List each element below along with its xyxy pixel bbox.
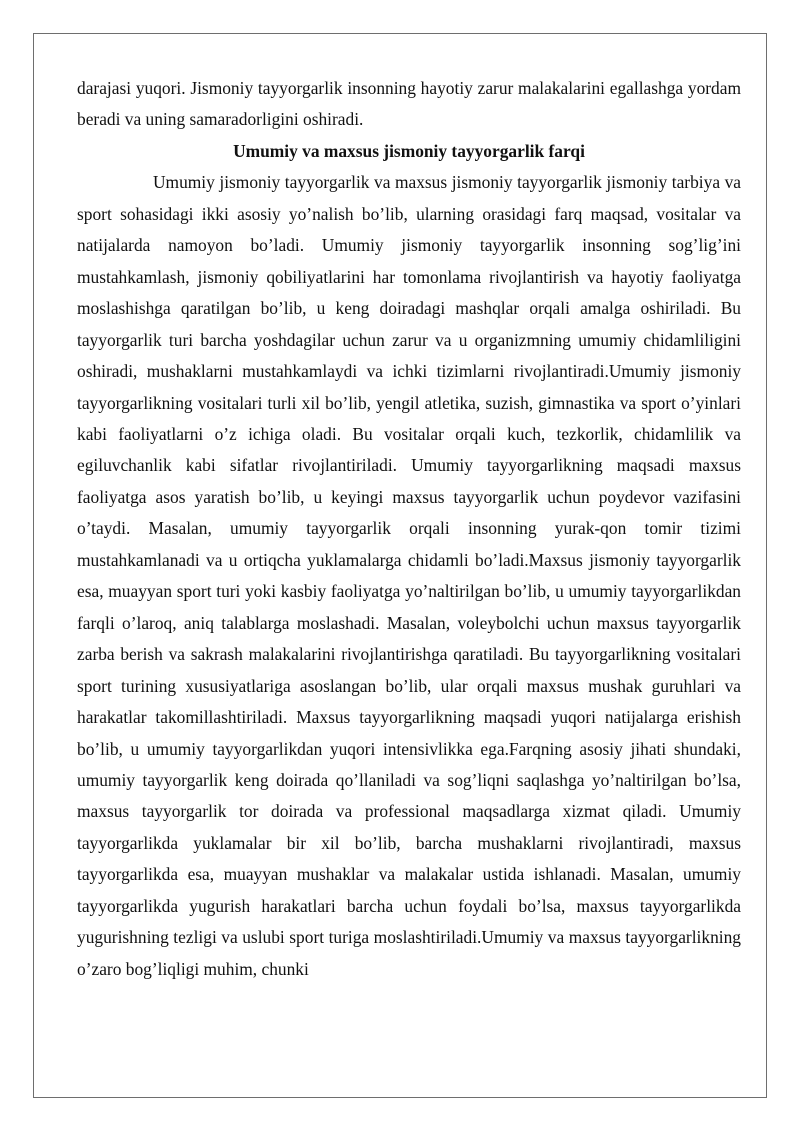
document-body [77, 73, 741, 985]
section-heading: Umumiy va maxsus jismoniy tayyorgarlik farqi [233, 140, 585, 161]
continuation-paragraph: darajasi yuqori. Jismoniy tayyorgarlik insonning hayotiy zarur malakalarini egallashga yordam beradi va uning samaradorligini oshiradi. [77, 78, 741, 130]
body-paragraph: Umumiy jismoniy tayyorgarlik va maxsus jismoniy tayyorgarlik jismoniy tarbiya va sport sohasidagi ikki asosiy yo’nalish bo’lib, ularning orasidagi farq maqsad, vositalar va natijalarda namoyon bo’ladi. Umumiy jismoniy tayyorgarlik insonning sog’lig’ini mustahkamlash, jismoniy qobiliyatlarini har tomonlama rivojlantirish va hayotiy faoliyatga moslashishga qaratilgan bo’lib, u keng doiradagi mashqlar orqali amalga oshiriladi. Bu tayyorgarlik turi barcha yoshdagilar uchun zarur va u organizmning umumiy chidamliligini oshiradi, mushaklarni mustahkamlaydi va ichki tizimlarni rivojlantiradi.Umumiy jismoniy tayyorgarlikning vositalari turli xil bo’lib, yengil atletika, suzish, gimnastika va sport o’yinlari kabi faoliyatlarni o’z ichiga oladi. Bu vositalar orqali kuch, tezkorlik, chidamlilik va egiluvchanlik kabi sifatlar rivojlantiriladi. Umumiy tayyorgarlikning maqsadi maxsus faoliyatga asos yaratish bo’lib, u keyingi maxsus tayyorgarlik uchun poydevor vazifasini o’taydi. Masalan, umumiy tayyorgarlik orqali insonning yurak-qon tomir tizimi mustahkamlanadi va u ortiqcha yuklamalarga chidamli bo’ladi.Maxsus jismoniy tayyorgarlik esa, muayyan sport turi yoki kasbiy faoliyatga yo’naltirilgan bo’lib, u umumiy tayyorgarlikdan farqli o’laroq, aniq talablarga moslashadi. Masalan, voleybolchi uchun maxsus tayyorgarlik zarba berish va sakrash malakalarini rivojlantirishga qaratiladi. Bu tayyorgarlikning vositalari sport turining xususiyatlariga asoslangan bo’lib, ular orqali maxsus mushak guruhlari va harakatlar takomillashtiriladi. Maxsus tayyorgarlikning maqsadi yuqori natijalarga erishish bo’lib, u umumiy tayyorgarlikdan yuqori intensivlikka ega.Farqning asosiy jihati shundaki, umumiy tayyorgarlik keng doirada qo’llaniladi va sog’liqni saqlashga yo’naltirilgan bo’lsa, maxsus tayyorgarlik tor doirada va professional maqsadlarga xizmat qiladi. Umumiy tayyorgarlikda yuklamalar bir xil bo’lib, barcha mushaklarni rivojlantiradi, maxsus tayyorgarlikda esa, muayyan mushaklar va malakalar ustida ishlanadi. Masalan, umumiy tayyorgarlikda yugurish harakatlari barcha uchun foydali bo’lsa, maxsus tayyorgarlikda yugurishning tezligi va uslubi sport turiga moslashtiriladi.Umumiy va maxsus tayyorgarlikning o’zaro bog’liqligi muhim, chunki [77, 172, 741, 979]
